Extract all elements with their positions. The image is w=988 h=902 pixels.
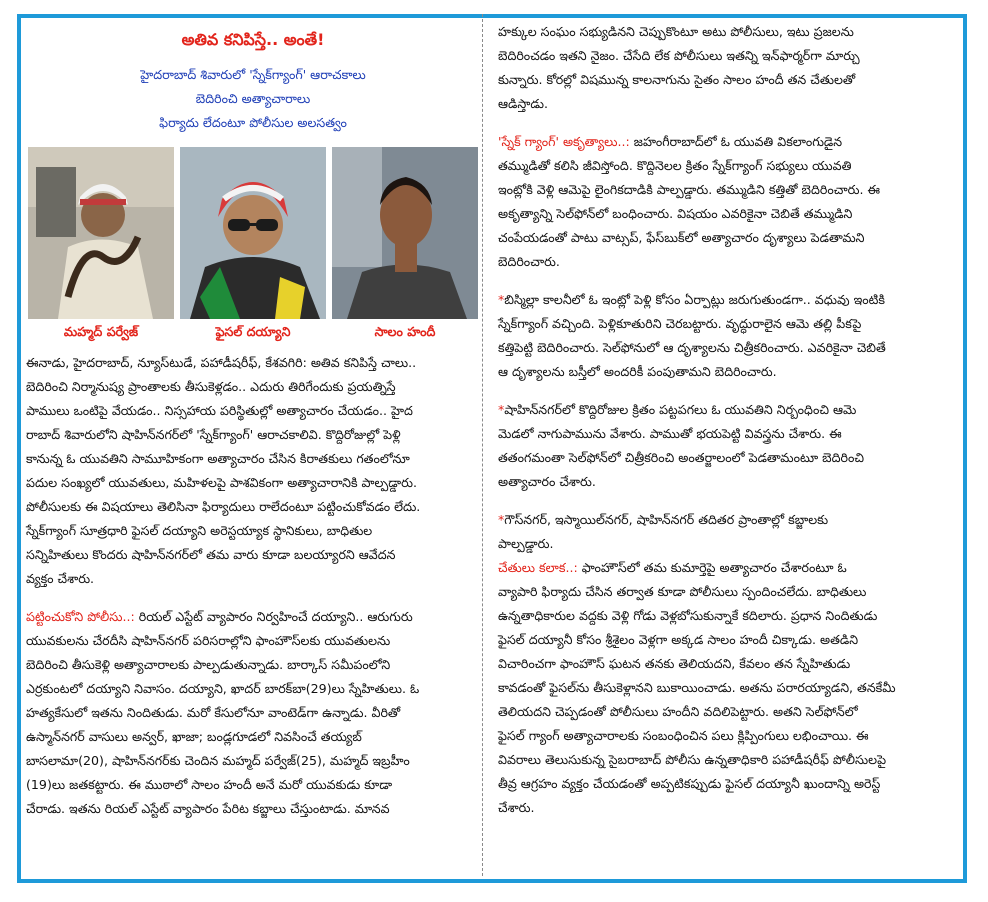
text-line: మెడలో నాగుపామును వేశారు. పాముతో భయపెట్టి వివస్త్రను చేశారు. ఈ	[498, 426, 842, 441]
text-line: వివరాలు తెలుసుకున్న సైబరాబాద్ పోలీసు ఉన్నతాధికారి పహాడీషరీఫ్ పోలీసులపై	[498, 752, 887, 767]
bismillah-colony-paragraph	[498, 288, 950, 384]
police-negligence-paragraph	[26, 605, 480, 821]
text-line: హత్యకేసులో ఇతను నిందితుడు. మరో కేసులోనూ వాంటెడ్‌గా ఉన్నాడు. వీరితో	[26, 705, 401, 720]
text-line: ఫైసల్ దయ్యానీ కోసం శ్రీశైలం వెళ్లగా అక్కడ సాలం హందీ చిక్కాడు. అతడిని	[498, 632, 859, 647]
section-lead: 'స్నేక్ గ్యాంగ్' అకృత్యాలు..:	[498, 134, 630, 149]
right-column	[498, 22, 950, 820]
intro-paragraph	[26, 351, 480, 591]
photo-caption: సాలం హందీ	[374, 324, 436, 339]
column-divider	[482, 14, 483, 876]
text-line: అకృత్యాన్ని సెల్‌ఫోన్‌లో బంధించారు. విషయం ఎవరికైనా చెబితే తమ్ముడిని	[498, 206, 853, 221]
text-line: యువకులను చేరదీసి షాహిన్‌నగర్ పరిసరాల్లోని ఫాంహౌస్‌లకు యువతులను	[26, 633, 391, 648]
bullet-line-rest: షాహిన్‌నగర్‌లో కొద్దిరోజుల క్రితం పట్టపగలు ఓ యువతిని నిర్బంధించి ఆమె	[504, 402, 857, 417]
bullet-line-rest: గౌస్‌నగర్, ఇస్మాయిల్‌నగర్, షాహిన్‌నగర్ తదితర ప్రాంతాల్లో కబ్జాలకు	[504, 512, 829, 527]
text-line: తెలియదని చెప్పడంతో పోలీసులు హందీని వదిలిపెట్టారు. అతని సెల్‌ఫోన్‌లో	[498, 704, 858, 719]
text-line: ఈనాడు, హైదరాబాద్, న్యూస్‌టుడే, పహాడీషరీఫ్, కేశవగిరి: అతివ కనిపిస్తే చాలు..	[26, 355, 417, 370]
text-line: ఫైసల్ గ్యాంగ్ అత్యాచారాలకు సంబంధించిన పలు క్లిప్పింగులు లభించాయి. ఈ	[498, 728, 869, 743]
text-line: ఎర్రకుంటలో దయ్యాని నివాసం. దయ్యాని, ఖాదర్ బారక్‌బా(29)లు స్నేహితులు. ఓ	[26, 681, 420, 696]
text-line: బెదిరించి తీసుకెళ్లి అత్యాచారాలకు పాల్పడుతున్నాడు. బార్కాస్ సమీపంలోని	[26, 657, 391, 672]
bullet-star: *	[498, 512, 505, 527]
text-line: బెదిరించారు.	[498, 254, 560, 269]
text-line: తతంగమంతా సెల్‌ఫోన్‌లో చిత్రీకరించి అంతర్జాలంలో పెడతామంటూ బెదిరించి	[498, 450, 864, 465]
collusion-paragraph	[498, 556, 950, 820]
person-photo	[332, 147, 478, 319]
text-line-with-lead	[498, 130, 950, 154]
bullet-line-rest: బిస్మిల్లా కాలనీలో ఓ ఇంట్లో పెళ్లి కోసం ఏర్పాట్లు జరుగుతుండగా.. వధువు ఇంటికి	[504, 292, 885, 307]
text-line: ఇంట్లోకి వెళ్లి ఆమెపై లైంగికదాడికి పాల్పడ్డారు. తమ్ముడిని కత్తితో బెదిరించారు. ఈ	[498, 182, 880, 197]
text-line: కావడంతో ఫైసల్‌ను తీసుకెళ్లానని బుకాయించాడు. అతను పరారయ్యాడని, తనకేమీ	[498, 680, 896, 695]
text-line: పాములు ఒంటిపై వేయడం.. నిస్సహాయ పరిస్థితుల్లో అత్యాచారం చేయడం.. హైద	[26, 403, 413, 418]
section-lead: చేతులు కలాక..:	[498, 560, 578, 575]
photo-card-salam	[332, 147, 478, 341]
subhead-line-3: ఫిర్యాదు లేదంటూ పోలీసుల అలసత్వం	[159, 115, 347, 130]
text-line: తమ్ముడితో కలిసి జీవిస్తోంది. కొద్దినెలల క్రితం స్నేక్‌గ్యాంగ్ సభ్యులు యువతి	[498, 158, 852, 173]
land-grab-paragraph	[498, 508, 950, 556]
text-line: చేరాడు. ఇతను రియల్ ఎస్టేట్ వ్యాపారం పేరిట కబ్జాలు చేస్తుంటాడు. మానవ	[26, 801, 390, 816]
shahinnagar-paragraph	[498, 398, 950, 494]
text-line: విచారించగా ఫాంహౌస్ ఘటన తనకు తెలియదని, కేవలం తన స్నేహితుడు	[498, 656, 851, 671]
person-with-snake-photo	[28, 147, 174, 319]
photo-card-parvez	[28, 147, 174, 341]
text-line: సన్నిహితులు కొందరు షాహిన్‌నగర్‌లో తమ వారు కూడా బలయ్యారని ఆవేదన	[26, 547, 396, 562]
snake-gang-atrocities-paragraph	[498, 130, 950, 274]
bullet-star: *	[498, 292, 505, 307]
lead-line-rest: రియల్ ఎస్టేట్ వ్యాపారం నిర్వహించే దయ్యాని.. ఆరుగురు	[134, 609, 413, 624]
photo-card-faisal	[180, 147, 326, 341]
text-line: హక్కుల సంఘం సభ్యుడినని చెప్పుకొంటూ అటు పోలీసులు, ఇటు ప్రజలను	[498, 24, 854, 39]
left-column	[26, 22, 480, 821]
text-line: బెదిరించి నిర్మానుష్య ప్రాంతాలకు తీసుకెళ్లడం.. ఎదురు తిరిగేందుకు ప్రయత్నిస్తే	[26, 379, 396, 394]
text-line: బాసలామా(20), షాహిన్‌నగర్‌కు చెందిన మహ్మద్ పర్వేజ్(25), మహ్మద్ ఇబ్రహీం	[26, 753, 410, 768]
text-line: పాల్పడ్డారు.	[498, 536, 554, 551]
text-line-with-lead	[498, 398, 950, 422]
text-line: చంపేయడంతో పాటు వాట్సప్, ఫేస్‌బుక్‌లో అత్యాచారం దృశ్యాలు పెడతామని	[498, 230, 865, 245]
person-with-sunglasses-photo	[180, 147, 326, 319]
text-line: (19)లు జతకట్టారు. ఈ ముఠాలో సాలం హందీ అనే మరో యువకుడు కూడా	[26, 777, 393, 792]
text-line: పదుల సంఖ్యలో యువతులు, మహిళలపై పాశవికంగా అత్యాచారానికి పాల్పడ్డారు.	[26, 475, 417, 490]
text-line: ఉస్మాన్‌నగర్ వాసులు అన్వర్, ఖాజా; బండ్లగూడలో నివసించే తయ్యబ్	[26, 729, 362, 744]
text-line: కానున్న ఓ యువతిని సామూహికంగా అత్యాచారం చేసిన కిరాతకులు గతంలోనూ	[26, 451, 410, 466]
text-line: పోలీసులకు ఈ విషయాలు తెలిసినా ఫిర్యాదులు రాలేదంటూ పట్టించుకోవడం లేదు.	[26, 499, 421, 514]
text-line: ఆ దృశ్యాలను బస్తీలో అందరికీ పంపుతామని బెదిరించారు.	[498, 364, 777, 379]
text-line: స్నేక్‌గ్యాంగ్ వచ్చింది. పెళ్లికూతురిని చెరబట్టారు. వృద్ధురాలైన ఆమె తల్లి పీకపై	[498, 316, 862, 331]
text-line: ఉన్నతాధికారుల వద్దకు వెళ్లి గోడు వెళ్లబోసుకున్నాకే కదిలారు. ప్రధాన నిందితుడు	[498, 608, 878, 623]
text-line: రాబాద్ శివారులోని షాహిన్‌నగర్‌లో 'స్నేక్‌గ్యాంగ్' ఆరాచకాలివి. కొద్దిరోజుల్లో పెళ్లి	[26, 427, 401, 442]
bullet-star: *	[498, 402, 505, 417]
photo-caption: మహ్మద్ పర్వేజ్	[63, 324, 139, 339]
text-line-with-lead	[498, 288, 950, 312]
subhead-line-1: హైదరాబాద్ శివారులో 'స్నేక్‌గ్యాంగ్' ఆరాచకాలు	[140, 67, 366, 82]
text-line: బెదిరించడం ఇతని నైజం. చేసేది లేక పోలీసులు ఇతన్ని ఇన్‌ఫార్మర్‌గా మార్చు	[498, 48, 860, 63]
photo-caption: ఫైసల్ దయ్యాని	[215, 324, 291, 339]
text-line: అత్యాచారం చేశారు.	[498, 474, 596, 489]
text-line: స్నేక్‌గ్యాంగ్ సూత్రధారి ఫైసల్ దయ్యాని అరెస్టయ్యాక స్థానికులు, బాధితుల	[26, 523, 373, 538]
text-line: ఆడిస్తాడు.	[498, 96, 549, 111]
lead-line-rest: జహంగీరాబాద్‌లో ఓ యువతి వికలాంగుడైన	[629, 134, 843, 149]
section-lead: పట్టించుకోని పోలీసు..:	[26, 609, 135, 624]
continued-paragraph	[498, 20, 950, 116]
text-line-with-lead	[26, 605, 480, 629]
text-line: తీవ్ర ఆగ్రహం వ్యక్తం చేయడంతో అప్పటికప్పుడు ఫైసల్ దయ్యానీ ఖుందాన్ని అరెస్ట్	[498, 776, 881, 791]
text-line: వ్యాపారి ఫిర్యాదు చేసిన తర్వాత కూడా పోలీసులు స్పందించలేదు. బాధితులు	[498, 584, 867, 599]
text-line: కత్తిపెట్టి బెదిరించారు. సెల్‌ఫోనులో ఆ దృశ్యాలను చిత్రీకరించారు. ఎవరికైనా చెబితే	[498, 340, 886, 355]
text-line-with-lead	[498, 556, 950, 580]
lead-line-rest: ఫాంహౌస్‌లో తమ కుమార్తెపై అత్యాచారం చేశారంటూ ఓ	[577, 560, 847, 575]
text-line: వ్యక్తం చేశారు.	[26, 571, 95, 586]
text-line-with-lead	[498, 508, 950, 532]
text-line: చేశారు.	[498, 800, 535, 815]
article-headline: అతివ కనిపిస్తే.. అంతే!	[181, 30, 325, 49]
photo-row	[28, 147, 478, 341]
text-line: కున్నారు. కోరల్లో విషమున్న కాలనాగును సైతం సాలం హందీ తన చేతులతో	[498, 72, 856, 87]
subhead-line-2: బెదిరించి అత్యాచారాలు	[195, 91, 311, 106]
